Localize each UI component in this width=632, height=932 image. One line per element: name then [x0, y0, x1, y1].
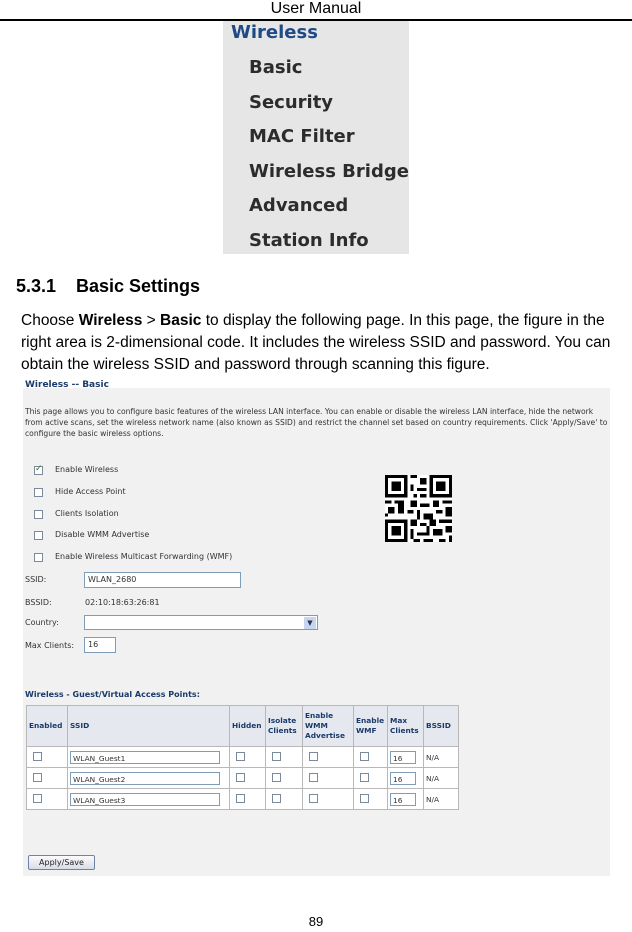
column-header: Hidden — [230, 706, 266, 747]
table-row — [27, 789, 459, 810]
max-clients-input[interactable]: 16 — [390, 751, 416, 764]
guest-ap-table — [26, 705, 459, 810]
menu-item-wireless-bridge[interactable]: Wireless Bridge — [249, 161, 409, 182]
section-title: Basic Settings — [76, 276, 201, 296]
section-number: 5.3.1 — [16, 276, 57, 296]
option-label: Enable Wireless Multicast Forwarding (WMF) — [55, 552, 233, 561]
max-clients-input[interactable]: 16 — [390, 772, 416, 785]
guest-ap-title: Wireless - Guest/Virtual Access Points: — [25, 690, 200, 699]
option-label: Hide Access Point — [55, 487, 126, 496]
para-text: > — [142, 312, 161, 329]
para-text: Choose — [21, 312, 79, 329]
qr-code-icon — [385, 475, 452, 542]
hidden-checkbox[interactable] — [236, 773, 245, 782]
wireless-menu-figure — [223, 21, 409, 254]
guest-ssid-input[interactable]: WLAN_Guest1 — [70, 751, 220, 764]
enable-wmf-checkbox[interactable] — [34, 553, 43, 562]
screenshot-description: This page allows you to configure basic features of the wireless LAN interface. You can enable or disable the wireless LAN interface, hide the network from active scans, set the wireless network name (also known as SSID) and restrict the channel set based on country requirements. Click 'Apply/Save' to configure the basic wireless options. — [25, 407, 608, 438]
wmm-checkbox[interactable] — [309, 773, 318, 782]
column-header: Enable WMM Advertise — [303, 706, 354, 747]
page-number: 89 — [308, 914, 324, 929]
option-label: Disable WMM Advertise — [55, 530, 150, 539]
country-select[interactable] — [84, 615, 318, 630]
wmm-checkbox[interactable] — [309, 752, 318, 761]
ssid-input[interactable]: WLAN_2680 — [84, 572, 241, 588]
table-row — [27, 747, 459, 768]
disable-wmm-checkbox[interactable] — [34, 531, 43, 540]
max-clients-input[interactable]: 16 — [84, 637, 116, 653]
ssid-label: SSID: — [25, 575, 47, 584]
wireless-basic-screenshot — [23, 378, 612, 878]
chevron-down-icon[interactable]: ▼ — [304, 617, 316, 629]
page-header: User Manual — [270, 0, 362, 17]
table-header-row — [27, 706, 459, 747]
column-header: BSSID — [424, 706, 459, 747]
screenshot-title: Wireless -- Basic — [25, 380, 109, 390]
column-header: SSID — [68, 706, 230, 747]
enabled-checkbox[interactable] — [33, 773, 42, 782]
bssid-value: 02:10:18:63:26:81 — [85, 598, 160, 607]
bssid-cell: N/A — [424, 747, 459, 768]
column-header: Max Clients — [388, 706, 424, 747]
menu-item-advanced[interactable]: Advanced — [249, 195, 349, 216]
isolate-clients-checkbox[interactable] — [272, 794, 281, 803]
hidden-checkbox[interactable] — [236, 794, 245, 803]
max-clients-label: Max Clients: — [25, 641, 75, 650]
menu-item-security[interactable]: Security — [249, 92, 334, 113]
wmm-checkbox[interactable] — [309, 794, 318, 803]
clients-isolation-checkbox[interactable] — [34, 510, 43, 519]
hide-access-point-checkbox[interactable] — [34, 488, 43, 497]
section-paragraph — [21, 310, 631, 376]
column-header: Enable WMF — [354, 706, 388, 747]
section-heading — [16, 276, 200, 297]
option-label: Enable Wireless — [55, 465, 119, 474]
country-label: Country: — [25, 618, 59, 627]
enabled-checkbox[interactable] — [33, 752, 42, 761]
para-bold-basic: Basic — [160, 312, 202, 329]
para-bold-wireless: Wireless — [78, 312, 143, 329]
table-row — [27, 768, 459, 789]
wmf-checkbox[interactable] — [360, 773, 369, 782]
hidden-checkbox[interactable] — [236, 752, 245, 761]
option-label: Clients Isolation — [55, 509, 119, 518]
bssid-cell: N/A — [424, 768, 459, 789]
column-header: Enabled — [27, 706, 68, 747]
enabled-checkbox[interactable] — [33, 794, 42, 803]
apply-save-button[interactable]: Apply/Save — [28, 855, 95, 870]
guest-ssid-input[interactable]: WLAN_Guest2 — [70, 772, 220, 785]
menu-item-wireless[interactable]: Wireless — [231, 22, 318, 43]
enable-wireless-checkbox[interactable] — [34, 466, 43, 475]
isolate-clients-checkbox[interactable] — [272, 752, 281, 761]
column-header: Isolate Clients — [266, 706, 303, 747]
isolate-clients-checkbox[interactable] — [272, 773, 281, 782]
para-text: to display the following page. In this page, the figure in the right area is 2-dimensional code. It includes the wireless SSID and password. You can obtain the wireless SSID and password through scanning this figure. — [21, 312, 611, 373]
guest-ssid-input[interactable]: WLAN_Guest3 — [70, 793, 220, 806]
wmf-checkbox[interactable] — [360, 794, 369, 803]
menu-item-station-info[interactable]: Station Info — [249, 230, 369, 251]
wmf-checkbox[interactable] — [360, 752, 369, 761]
menu-item-basic[interactable]: Basic — [249, 57, 303, 78]
bssid-label: BSSID: — [25, 598, 52, 607]
menu-item-mac-filter[interactable]: MAC Filter — [249, 126, 355, 147]
max-clients-input[interactable]: 16 — [390, 793, 416, 806]
bssid-cell: N/A — [424, 789, 459, 810]
